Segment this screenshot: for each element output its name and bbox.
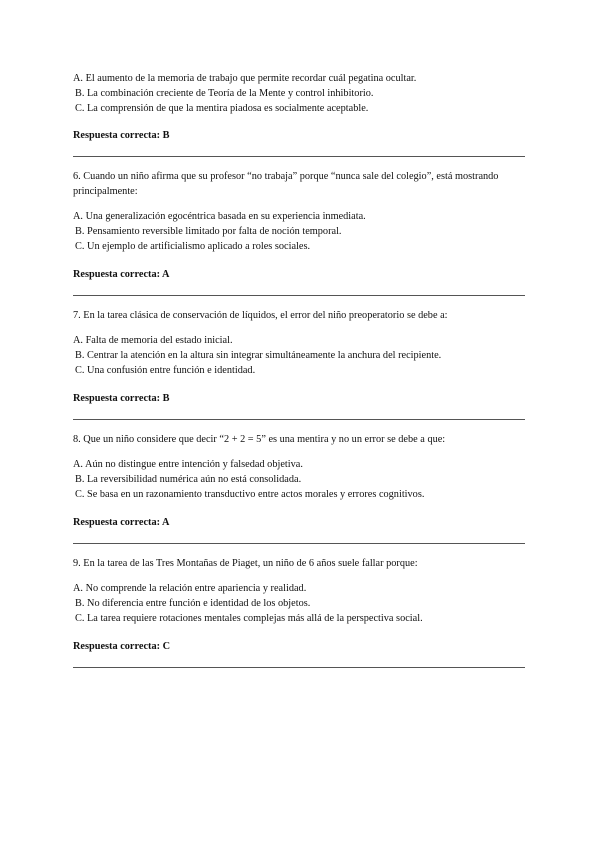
question-text: 6. Cuando un niño afirma que su profesor “no trabaja” porque “nunca sale del colegio”, está mostrando principalmente: [73,171,499,197]
question-text: 8. Que un niño considere que decir “2 + 2 = 5” es una mentira y no un error se debe a que: [73,434,446,445]
correct-answer: Respuesta correcta: A [73,269,170,280]
correct-answer: Respuesta correcta: A [73,517,170,528]
option-c: C. Un ejemplo de artificialismo aplicado a roles sociales. [75,241,311,252]
question-block-5 [73,71,525,157]
question-text: 7. En la tarea clásica de conservación de líquidos, el error del niño preoperatorio se debe a: [73,310,448,321]
question-block-7 [73,308,525,420]
correct-answer: Respuesta correcta: B [73,130,170,141]
option-b: B. Pensamiento reversible limitado por falta de noción temporal. [75,226,342,237]
option-c: C. La comprensión de que la mentira piadosa es socialmente aceptable. [75,103,369,114]
option-a: A. Aún no distingue entre intención y falsedad objetiva. [73,459,303,470]
option-a: A. El aumento de la memoria de trabajo que permite recordar cuál pegatina ocultar. [73,73,417,84]
question-block-6 [73,169,525,296]
correct-answer: Respuesta correcta: B [73,393,170,404]
option-c: C. Una confusión entre función e identidad. [75,365,256,376]
option-b: B. La combinación creciente de Teoría de la Mente y control inhibitorio. [75,88,374,99]
option-b: B. La reversibilidad numérica aún no está consolidada. [75,474,302,485]
option-c: C. Se basa en un razonamiento transductivo entre actos morales y errores cognitivos. [75,489,425,500]
separator-line [73,667,525,668]
option-a: A. Falta de memoria del estado inicial. [73,335,233,346]
option-b: B. Centrar la atención en la altura sin integrar simultáneamente la anchura del recipiente. [75,350,442,361]
correct-answer: Respuesta correcta: C [73,641,171,652]
option-a: A. Una generalización egocéntrica basada en su experiencia inmediata. [73,211,366,222]
question-text: 9. En la tarea de las Tres Montañas de Piaget, un niño de 6 años suele fallar porque: [73,558,418,569]
question-block-8 [73,432,525,544]
option-a: A. No comprende la relación entre apariencia y realidad. [73,583,307,594]
option-c: C. La tarea requiere rotaciones mentales complejas más allá de la perspectiva social. [75,613,423,624]
option-b: B. No diferencia entre función e identidad de los objetos. [75,598,311,609]
question-block-9 [73,556,525,668]
document-page [73,71,525,668]
